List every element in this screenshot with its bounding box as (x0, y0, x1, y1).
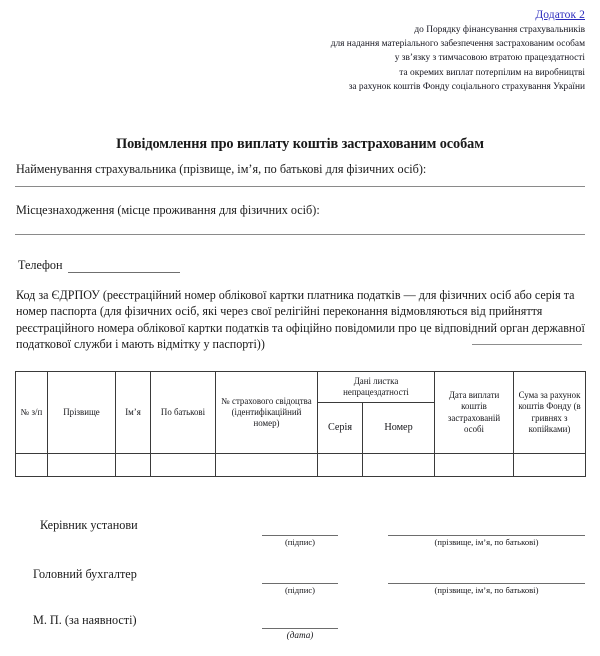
cell-series[interactable] (318, 454, 363, 477)
accountant-role-label: Головний бухгалтер (33, 567, 137, 581)
cell-num[interactable] (16, 454, 48, 477)
cell-firstname[interactable] (116, 454, 151, 477)
appendix-ref-line-2: для надання матеріального забезпечення застрахованим особам (330, 39, 585, 50)
head-name-rule[interactable] (388, 535, 585, 536)
appendix-title[interactable]: Додаток 2 (535, 9, 585, 21)
appendix-ref-line-4: та окремих виплат потерпілим на виробництві (399, 67, 585, 78)
phone-label: Телефон (18, 258, 63, 272)
cell-number[interactable] (363, 454, 435, 477)
date-caption: (дата) (286, 630, 314, 640)
page-title: Повідомлення про виплату коштів застрахованим особам (116, 136, 484, 152)
head-signature-rule[interactable] (262, 535, 338, 536)
accountant-signature-rule[interactable] (262, 583, 338, 584)
col-header-certificate: № страхового свідоцтва (ідентифікаційний номер) (216, 372, 318, 454)
appendix-ref-line-5: за рахунок коштів Фонду соціального страхування України (348, 81, 585, 92)
head-signature-caption: (підпис) (284, 537, 316, 547)
location-label: Місцезнаходження (місце проживання для фізичних осіб): (16, 203, 320, 217)
recipients-table (15, 371, 586, 477)
col-header-amount: Сума за рахунок коштів Фонду (в гривнях з копійками) (514, 372, 586, 454)
cell-patronymic[interactable] (151, 454, 216, 477)
date-rule[interactable] (262, 628, 338, 629)
appendix-reference-block (150, 8, 585, 94)
cell-amount[interactable] (514, 454, 586, 477)
head-role-label: Керівник установи (40, 518, 138, 532)
table-header-row (16, 372, 586, 403)
col-header-firstname: Ім’я (116, 372, 151, 454)
cell-payment-date[interactable] (435, 454, 514, 477)
appendix-ref-line-3: у зв’язку з тимчасовою втратою працездатності (394, 53, 585, 64)
table-row[interactable] (16, 454, 586, 477)
phone-rule[interactable] (68, 272, 180, 273)
appendix-ref-line-1: до Порядку фінансування страхувальників (414, 25, 585, 35)
col-header-num: № з/п (16, 372, 48, 454)
insurer-name-rule[interactable] (15, 186, 585, 187)
edrpou-rule[interactable] (472, 344, 582, 345)
cell-surname[interactable] (48, 454, 116, 477)
col-header-series: Серія (318, 403, 363, 454)
stamp-label: М. П. (за наявності) (33, 613, 137, 627)
head-name-caption: (прізвище, ім’я, по батькові) (434, 537, 539, 547)
edrpou-paragraph: Код за ЄДРПОУ (реєстраційний номер облікової картки платника податків — для фізичних осіб або серія та номер паспорта (для фізичних осіб, які через свої релігійні переконання відмовляються від прийняття реєстраційного номера облікової картки податків та офіційно повідомили про це відповідний орган державної податкової служби і мають відмітку у паспорті)) (16, 288, 585, 351)
col-header-patronymic: По батькові (151, 372, 216, 454)
col-header-number: Номер (363, 403, 435, 454)
location-rule[interactable] (15, 234, 585, 235)
accountant-name-rule[interactable] (388, 583, 585, 584)
accountant-name-caption: (прізвище, ім’я, по батькові) (434, 585, 539, 595)
cell-certificate[interactable] (216, 454, 318, 477)
insurer-name-label: Найменування страхувальника (прізвище, ім’я, по батькові для фізичних осіб): (16, 162, 427, 176)
col-header-payment-date: Дата виплати коштів застрахованій особі (435, 372, 514, 454)
accountant-signature-caption: (підпис) (284, 585, 316, 595)
col-header-sick-leave-group: Дані листка непрацездатності (318, 372, 435, 403)
col-header-surname: Прізвище (48, 372, 116, 454)
